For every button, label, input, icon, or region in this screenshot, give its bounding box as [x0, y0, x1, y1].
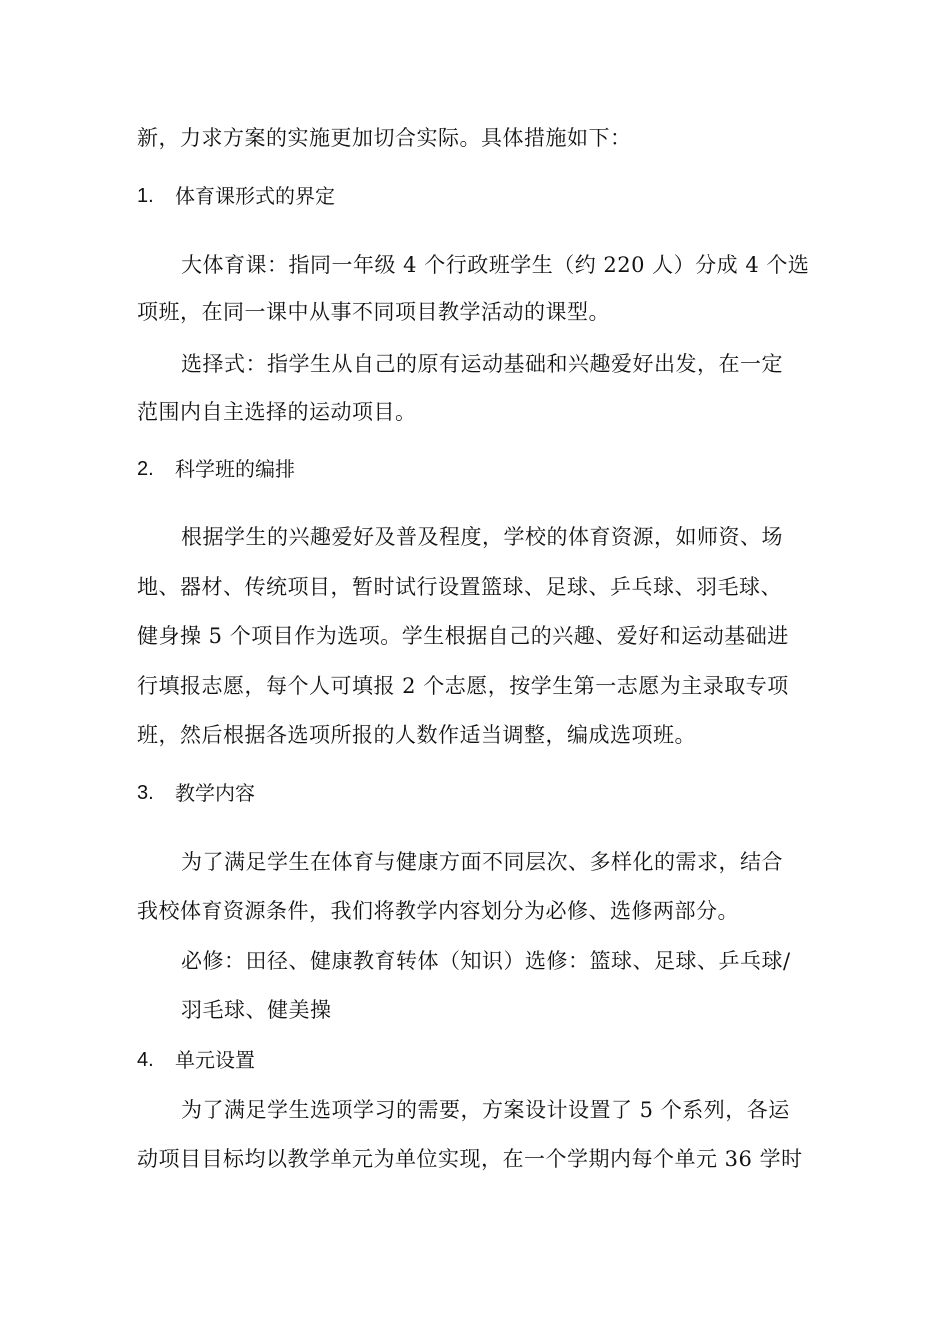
paragraph-line: 行填报志愿，每个人可填报 2 个志愿，按学生第一志愿为主录取专项: [137, 674, 789, 698]
paragraph-line: 羽毛球、健美操: [181, 998, 332, 1022]
paragraph-line: 根据学生的兴趣爱好及普及程度，学校的体育资源，如师资、场: [181, 525, 783, 549]
section-heading-3: [137, 779, 255, 807]
paragraph-line: 健身操 5 个项目作为选项。学生根据自己的兴趣、爱好和运动基础进: [137, 624, 789, 648]
section-number: 3.: [137, 782, 154, 804]
paragraph-line: 为了满足学生在体育与健康方面不同层次、多样化的需求，结合: [181, 850, 783, 874]
paragraph-line: 必修：田径、健康教育转体（知识）选修：篮球、足球、乒乓球/: [181, 949, 791, 973]
section-heading-2: [137, 455, 295, 483]
section-number: 4.: [137, 1049, 154, 1071]
intro-line: 新，力求方案的实施更加切合实际。具体措施如下：: [137, 126, 632, 150]
section-title: 体育课形式的界定: [175, 184, 335, 208]
paragraph-line: 大体育课：指同一年级 4 个行政班学生（约 220 人）分成 4 个选: [181, 253, 810, 277]
paragraph-line: 范围内自主选择的运动项目。: [137, 400, 417, 424]
paragraph-line: 选择式：指学生从自己的原有运动基础和兴趣爱好出发，在一定: [181, 352, 783, 376]
section-title: 教学内容: [175, 781, 255, 805]
paragraph-line: 地、器材、传统项目，暂时试行设置篮球、足球、乒乓球、羽毛球、: [137, 575, 782, 599]
paragraph-line: 班，然后根据各选项所报的人数作适当调整，编成选项班。: [137, 723, 696, 747]
section-title: 科学班的编排: [175, 457, 295, 481]
section-number: 2.: [137, 458, 154, 480]
paragraph-line: 动项目目标均以教学单元为单位实现，在一个学期内每个单元 36 学时: [137, 1147, 803, 1171]
paragraph-line: 项班，在同一课中从事不同项目教学活动的课型。: [137, 300, 610, 324]
section-title: 单元设置: [175, 1048, 255, 1072]
paragraph-line: 为了满足学生选项学习的需要，方案设计设置了 5 个系列，各运: [181, 1098, 790, 1122]
section-heading-1: [137, 182, 335, 210]
paragraph-line: 我校体育资源条件，我们将教学内容划分为必修、选修两部分。: [137, 899, 739, 923]
section-heading-4: [137, 1046, 255, 1074]
section-number: 1.: [137, 185, 154, 207]
